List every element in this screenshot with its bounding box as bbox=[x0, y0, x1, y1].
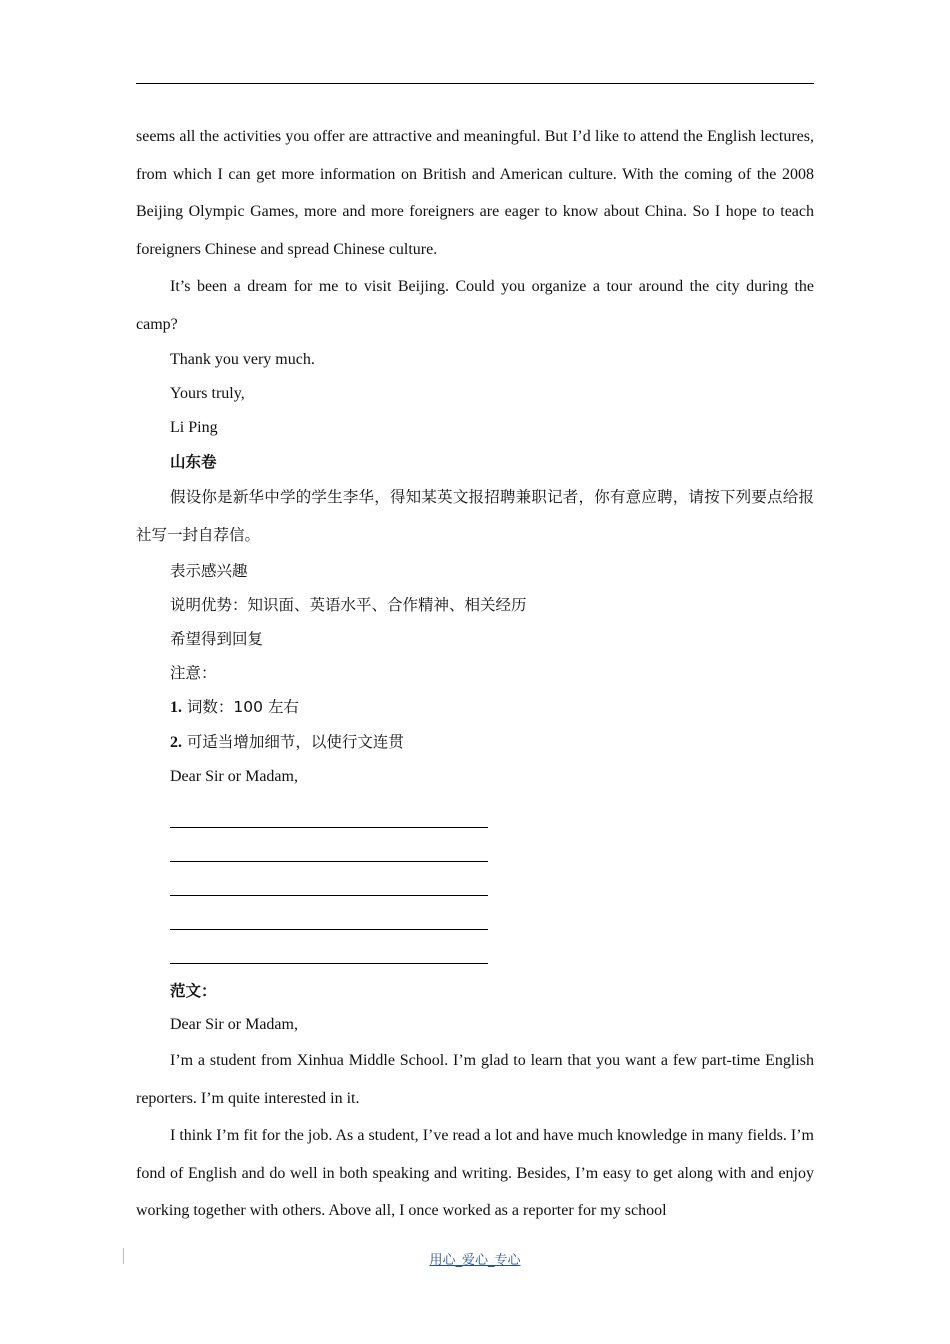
task-point-3: 希望得到回复 bbox=[170, 630, 264, 648]
answer-blank-line bbox=[170, 862, 488, 896]
answer-blank-line bbox=[170, 828, 488, 862]
task-point-1: 表示感兴趣 bbox=[170, 562, 248, 580]
task-notes-label: 注意： bbox=[170, 664, 217, 682]
sample-paragraph-2: I think I’m fit for the job. As a student, I’ve read a lot and have much knowledge in many fields. I’m fond of English and do well in both speaking and writing. Besides, I’m easy to get along with and enjoy working together with others. Above all, I once worked as a reporter for my school bbox=[136, 1127, 814, 1219]
header-rule bbox=[136, 83, 814, 84]
letter-signature: Li Ping bbox=[170, 419, 218, 436]
letter-paragraph-tour: It’s been a dream for me to visit Beijing. Could you organize a tour around the city during the camp? bbox=[136, 278, 814, 333]
note-text: 词数：100 左右 bbox=[182, 698, 299, 716]
task-point-2: 说明优势：知识面、英语水平、合作精神、相关经历 bbox=[170, 596, 527, 614]
document-body bbox=[136, 118, 814, 1230]
letter-thanks: Thank you very much. bbox=[170, 351, 315, 368]
task-greeting: Dear Sir or Madam, bbox=[170, 768, 298, 785]
sample-paragraph-1: I’m a student from Xinhua Middle School. I’m glad to learn that you want a few part-time English reporters. I’m quite interested in it. bbox=[136, 1052, 814, 1107]
answer-blank-line bbox=[170, 930, 488, 964]
task-prompt: 假设你是新华中学的学生李华，得知某英文报招聘兼职记者，你有意应聘，请按下列要点给报社写一封自荐信。 bbox=[136, 488, 814, 544]
letter-paragraph-activities: seems all the activities you offer are attractive and meaningful. But I’d like to attend the English lectures, from which I can get more information on British and American culture. With the coming of the 2008 Beijing Olympic Games, more and more foreigners are eager to know about China. So I hope to teach foreigners Chinese and spread Chinese culture. bbox=[136, 128, 814, 258]
page-footer: 用心_爱心_专心 bbox=[429, 1253, 521, 1268]
task-note-1 bbox=[136, 690, 814, 725]
note-number: 1. bbox=[170, 699, 182, 716]
note-text: 可适当增加细节，以使行文连贯 bbox=[182, 733, 404, 751]
section-heading-shandong: 山东卷 bbox=[170, 453, 217, 471]
answer-blank-line bbox=[170, 896, 488, 930]
sample-heading: 范文： bbox=[170, 982, 217, 1000]
note-number: 2. bbox=[170, 734, 182, 751]
sample-greeting: Dear Sir or Madam, bbox=[170, 1016, 298, 1033]
answer-blank-line bbox=[170, 794, 488, 828]
task-note-2 bbox=[136, 725, 814, 760]
letter-closing: Yours truly, bbox=[170, 385, 245, 402]
